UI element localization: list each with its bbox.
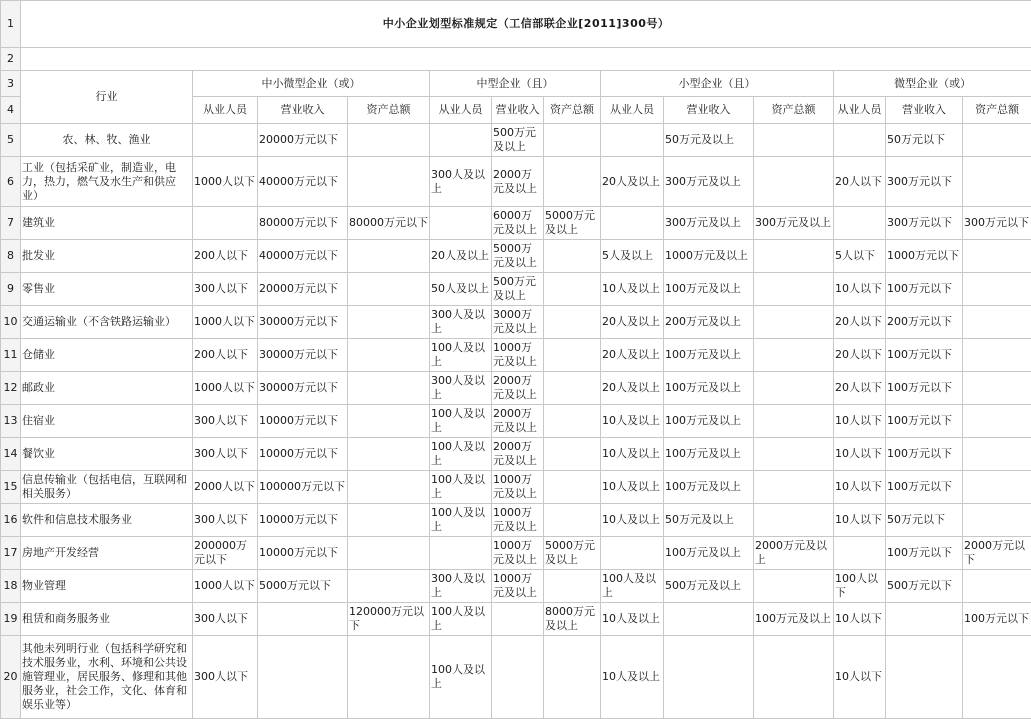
value-cell[interactable]: 5000万元及以上 bbox=[492, 240, 544, 273]
value-cell[interactable]: 8000万元及以上 bbox=[544, 603, 601, 636]
industry-cell[interactable]: 软件和信息技术服务业 bbox=[21, 504, 193, 537]
sub-header[interactable]: 资产总额 bbox=[754, 97, 834, 124]
value-cell[interactable] bbox=[544, 636, 601, 719]
value-cell[interactable]: 500万元及以上 bbox=[492, 124, 544, 157]
value-cell[interactable]: 20人以下 bbox=[834, 306, 886, 339]
table-row bbox=[1, 405, 1031, 438]
row-header-5[interactable]: 5 bbox=[1, 124, 21, 157]
industry-cell[interactable]: 房地产开发经营 bbox=[21, 537, 193, 570]
row-header-3[interactable]: 3 bbox=[1, 71, 21, 97]
value-cell[interactable] bbox=[544, 504, 601, 537]
value-cell[interactable] bbox=[963, 273, 1031, 306]
value-cell[interactable] bbox=[664, 603, 754, 636]
value-cell[interactable] bbox=[544, 438, 601, 471]
value-cell[interactable]: 300人及以上 bbox=[430, 570, 492, 603]
value-cell[interactable] bbox=[544, 306, 601, 339]
row-header-12[interactable]: 12 bbox=[1, 372, 21, 405]
sub-header[interactable]: 资产总额 bbox=[544, 97, 601, 124]
value-cell[interactable] bbox=[963, 504, 1031, 537]
value-cell[interactable]: 200人以下 bbox=[193, 339, 258, 372]
value-cell[interactable]: 10人及以上 bbox=[601, 471, 664, 504]
value-cell[interactable] bbox=[492, 603, 544, 636]
value-cell[interactable]: 5000万元及以上 bbox=[544, 537, 601, 570]
value-cell[interactable]: 100万元及以上 bbox=[664, 537, 754, 570]
row-header-20[interactable]: 20 bbox=[1, 636, 21, 719]
value-cell[interactable] bbox=[258, 636, 348, 719]
row-header-11[interactable]: 11 bbox=[1, 339, 21, 372]
value-cell[interactable]: 20人及以上 bbox=[430, 240, 492, 273]
empty-row[interactable] bbox=[21, 48, 1031, 71]
value-cell[interactable]: 10人及以上 bbox=[601, 438, 664, 471]
value-cell[interactable]: 300人及以上 bbox=[430, 372, 492, 405]
value-cell[interactable]: 300人以下 bbox=[193, 636, 258, 719]
value-cell[interactable]: 2000万元以下 bbox=[963, 537, 1031, 570]
industry-cell[interactable]: 信息传输业（包括电信，互联网和相关服务） bbox=[21, 471, 193, 504]
sub-header[interactable]: 营业收入 bbox=[664, 97, 754, 124]
value-cell[interactable] bbox=[348, 157, 430, 207]
value-cell[interactable]: 3000万元及以上 bbox=[492, 306, 544, 339]
value-cell[interactable]: 6000万元及以上 bbox=[492, 207, 544, 240]
value-cell[interactable]: 5人及以上 bbox=[601, 240, 664, 273]
value-cell[interactable] bbox=[754, 124, 834, 157]
value-cell[interactable] bbox=[601, 124, 664, 157]
table-row bbox=[1, 471, 1031, 504]
sub-header[interactable]: 从业人员 bbox=[601, 97, 664, 124]
row-header-2[interactable]: 2 bbox=[1, 48, 21, 71]
value-cell[interactable]: 100人及以上 bbox=[430, 636, 492, 719]
value-cell[interactable]: 1000人以下 bbox=[193, 157, 258, 207]
value-cell[interactable]: 100万元以下 bbox=[963, 603, 1031, 636]
table-row bbox=[1, 636, 1031, 719]
value-cell[interactable] bbox=[544, 405, 601, 438]
row-header-15[interactable]: 15 bbox=[1, 471, 21, 504]
sub-header[interactable]: 资产总额 bbox=[963, 97, 1031, 124]
value-cell[interactable]: 1000人以下 bbox=[193, 306, 258, 339]
value-cell[interactable]: 20人以下 bbox=[834, 372, 886, 405]
value-cell[interactable]: 300万元及以上 bbox=[664, 157, 754, 207]
value-cell[interactable]: 10人以下 bbox=[834, 471, 886, 504]
value-cell[interactable]: 10人以下 bbox=[834, 405, 886, 438]
row-header-4[interactable]: 4 bbox=[1, 97, 21, 124]
value-cell[interactable]: 100万元及以上 bbox=[664, 438, 754, 471]
value-cell[interactable]: 120000万元以下 bbox=[348, 603, 430, 636]
value-cell[interactable]: 40000万元以下 bbox=[258, 240, 348, 273]
value-cell[interactable]: 20人及以上 bbox=[601, 372, 664, 405]
table-row bbox=[1, 273, 1031, 306]
group-header-micro[interactable]: 微型企业（或） bbox=[834, 71, 1031, 97]
value-cell[interactable] bbox=[963, 636, 1031, 719]
value-cell[interactable] bbox=[963, 339, 1031, 372]
value-cell[interactable] bbox=[963, 157, 1031, 207]
group-header-medium[interactable]: 中型企业（且） bbox=[430, 71, 601, 97]
page-title[interactable]: 中小企业划型标准规定（工信部联企业[2011]300号） bbox=[21, 1, 1031, 48]
value-cell[interactable]: 100人以下 bbox=[834, 570, 886, 603]
value-cell[interactable]: 1000万元及以上 bbox=[492, 537, 544, 570]
sub-header[interactable]: 营业收入 bbox=[492, 97, 544, 124]
value-cell[interactable] bbox=[754, 273, 834, 306]
sub-header[interactable]: 从业人员 bbox=[834, 97, 886, 124]
value-cell[interactable]: 30000万元以下 bbox=[258, 339, 348, 372]
value-cell[interactable]: 100万元及以上 bbox=[664, 471, 754, 504]
value-cell[interactable]: 1000万元及以上 bbox=[492, 504, 544, 537]
row-header-8[interactable]: 8 bbox=[1, 240, 21, 273]
row-header-1[interactable]: 1 bbox=[1, 1, 21, 48]
value-cell[interactable]: 100人及以上 bbox=[430, 471, 492, 504]
value-cell[interactable]: 10人以下 bbox=[834, 438, 886, 471]
row-header-9[interactable]: 9 bbox=[1, 273, 21, 306]
value-cell[interactable]: 10人及以上 bbox=[601, 405, 664, 438]
industry-cell[interactable]: 零售业 bbox=[21, 273, 193, 306]
value-cell[interactable] bbox=[348, 240, 430, 273]
value-cell[interactable]: 20000万元以下 bbox=[258, 124, 348, 157]
table-row bbox=[1, 124, 1031, 157]
value-cell[interactable]: 5000万元以下 bbox=[258, 570, 348, 603]
value-cell[interactable] bbox=[963, 240, 1031, 273]
value-cell[interactable] bbox=[601, 537, 664, 570]
value-cell[interactable] bbox=[754, 504, 834, 537]
value-cell[interactable] bbox=[963, 570, 1031, 603]
value-cell[interactable] bbox=[193, 124, 258, 157]
value-cell[interactable] bbox=[348, 273, 430, 306]
value-cell[interactable]: 100人及以上 bbox=[430, 438, 492, 471]
value-cell[interactable]: 10人以下 bbox=[834, 273, 886, 306]
value-cell[interactable] bbox=[492, 636, 544, 719]
value-cell[interactable]: 5人以下 bbox=[834, 240, 886, 273]
value-cell[interactable] bbox=[963, 405, 1031, 438]
sub-header[interactable]: 从业人员 bbox=[193, 97, 258, 124]
row-header-10[interactable]: 10 bbox=[1, 306, 21, 339]
value-cell[interactable] bbox=[754, 306, 834, 339]
table-row bbox=[1, 537, 1031, 570]
value-cell[interactable]: 20人及以上 bbox=[601, 306, 664, 339]
value-cell[interactable]: 200万元以下 bbox=[886, 306, 963, 339]
value-cell[interactable]: 50万元以下 bbox=[886, 504, 963, 537]
value-cell[interactable]: 10人以下 bbox=[834, 636, 886, 719]
table-row bbox=[1, 339, 1031, 372]
value-cell[interactable]: 80000万元以下 bbox=[258, 207, 348, 240]
value-cell[interactable] bbox=[348, 124, 430, 157]
value-cell[interactable]: 1000万元及以上 bbox=[664, 240, 754, 273]
value-cell[interactable]: 300人以下 bbox=[193, 504, 258, 537]
sub-header[interactable]: 营业收入 bbox=[886, 97, 963, 124]
value-cell[interactable] bbox=[193, 207, 258, 240]
value-cell[interactable] bbox=[348, 339, 430, 372]
row-header-17[interactable]: 17 bbox=[1, 537, 21, 570]
value-cell[interactable] bbox=[430, 124, 492, 157]
value-cell[interactable] bbox=[754, 240, 834, 273]
value-cell[interactable]: 1000万元以下 bbox=[886, 240, 963, 273]
value-cell[interactable] bbox=[754, 339, 834, 372]
value-cell[interactable]: 10人及以上 bbox=[601, 636, 664, 719]
value-cell[interactable]: 50人及以上 bbox=[430, 273, 492, 306]
value-cell[interactable]: 2000万元及以上 bbox=[492, 157, 544, 207]
value-cell[interactable] bbox=[348, 438, 430, 471]
row-header-19[interactable]: 19 bbox=[1, 603, 21, 636]
value-cell[interactable]: 500万元及以上 bbox=[492, 273, 544, 306]
value-cell[interactable]: 20人以下 bbox=[834, 157, 886, 207]
value-cell[interactable]: 2000万元及以上 bbox=[754, 537, 834, 570]
value-cell[interactable] bbox=[963, 438, 1031, 471]
value-cell[interactable]: 100万元以下 bbox=[886, 339, 963, 372]
industry-cell[interactable]: 农、林、牧、渔业 bbox=[21, 124, 193, 157]
value-cell[interactable]: 30000万元以下 bbox=[258, 372, 348, 405]
value-cell[interactable] bbox=[544, 471, 601, 504]
value-cell[interactable]: 100万元以下 bbox=[886, 438, 963, 471]
value-cell[interactable]: 500万元及以上 bbox=[664, 570, 754, 603]
value-cell[interactable]: 2000万元及以上 bbox=[492, 372, 544, 405]
value-cell[interactable]: 50万元及以上 bbox=[664, 504, 754, 537]
row-header-14[interactable]: 14 bbox=[1, 438, 21, 471]
value-cell[interactable] bbox=[430, 537, 492, 570]
value-cell[interactable] bbox=[754, 405, 834, 438]
value-cell[interactable]: 100人及以上 bbox=[430, 504, 492, 537]
value-cell[interactable]: 100万元以下 bbox=[886, 372, 963, 405]
value-cell[interactable]: 200000万元以下 bbox=[193, 537, 258, 570]
value-cell[interactable] bbox=[886, 603, 963, 636]
value-cell[interactable]: 10人及以上 bbox=[601, 603, 664, 636]
value-cell[interactable] bbox=[544, 570, 601, 603]
value-cell[interactable]: 10000万元以下 bbox=[258, 504, 348, 537]
value-cell[interactable]: 300人以下 bbox=[193, 438, 258, 471]
value-cell[interactable] bbox=[754, 636, 834, 719]
value-cell[interactable] bbox=[754, 471, 834, 504]
value-cell[interactable]: 500万元以下 bbox=[886, 570, 963, 603]
value-cell[interactable]: 2000万元及以上 bbox=[492, 405, 544, 438]
value-cell[interactable] bbox=[963, 306, 1031, 339]
industry-cell[interactable]: 批发业 bbox=[21, 240, 193, 273]
value-cell[interactable]: 300万元及以上 bbox=[664, 207, 754, 240]
value-cell[interactable]: 10000万元以下 bbox=[258, 438, 348, 471]
value-cell[interactable] bbox=[348, 537, 430, 570]
value-cell[interactable]: 10人及以上 bbox=[601, 273, 664, 306]
value-cell[interactable]: 300万元以下 bbox=[963, 207, 1031, 240]
value-cell[interactable]: 100万元以下 bbox=[886, 273, 963, 306]
value-cell[interactable]: 100万元以下 bbox=[886, 405, 963, 438]
industry-cell[interactable]: 餐饮业 bbox=[21, 438, 193, 471]
value-cell[interactable] bbox=[430, 207, 492, 240]
value-cell[interactable] bbox=[544, 157, 601, 207]
value-cell[interactable] bbox=[348, 636, 430, 719]
value-cell[interactable] bbox=[544, 240, 601, 273]
industry-cell[interactable]: 建筑业 bbox=[21, 207, 193, 240]
value-cell[interactable]: 1000万元及以上 bbox=[492, 471, 544, 504]
value-cell[interactable] bbox=[963, 124, 1031, 157]
sub-header[interactable]: 从业人员 bbox=[430, 97, 492, 124]
value-cell[interactable] bbox=[834, 124, 886, 157]
table-row bbox=[1, 157, 1031, 207]
industry-cell[interactable]: 交通运输业（不含铁路运输业） bbox=[21, 306, 193, 339]
value-cell[interactable] bbox=[544, 273, 601, 306]
row-header-6[interactable]: 6 bbox=[1, 157, 21, 207]
value-cell[interactable]: 30000万元以下 bbox=[258, 306, 348, 339]
table-row bbox=[1, 240, 1031, 273]
row-header-7[interactable]: 7 bbox=[1, 207, 21, 240]
value-cell[interactable]: 100人及以上 bbox=[430, 603, 492, 636]
value-cell[interactable] bbox=[348, 570, 430, 603]
value-cell[interactable] bbox=[963, 471, 1031, 504]
value-cell[interactable]: 40000万元以下 bbox=[258, 157, 348, 207]
value-cell[interactable]: 1000万元及以上 bbox=[492, 339, 544, 372]
sub-header[interactable]: 资产总额 bbox=[348, 97, 430, 124]
value-cell[interactable] bbox=[348, 504, 430, 537]
value-cell[interactable]: 100人及以上 bbox=[430, 339, 492, 372]
group-header-small[interactable]: 小型企业（且） bbox=[601, 71, 834, 97]
sub-header[interactable]: 营业收入 bbox=[258, 97, 348, 124]
value-cell[interactable]: 300人及以上 bbox=[430, 157, 492, 207]
value-cell[interactable]: 20人及以上 bbox=[601, 339, 664, 372]
value-cell[interactable]: 300人及以上 bbox=[430, 306, 492, 339]
value-cell[interactable]: 100万元及以上 bbox=[664, 372, 754, 405]
value-cell[interactable]: 100万元及以上 bbox=[664, 273, 754, 306]
industry-cell[interactable]: 仓储业 bbox=[21, 339, 193, 372]
value-cell[interactable] bbox=[664, 636, 754, 719]
value-cell[interactable]: 10000万元以下 bbox=[258, 405, 348, 438]
value-cell[interactable] bbox=[544, 339, 601, 372]
value-cell[interactable]: 300人以下 bbox=[193, 603, 258, 636]
value-cell[interactable] bbox=[886, 636, 963, 719]
value-cell[interactable]: 10人以下 bbox=[834, 504, 886, 537]
row-header-18[interactable]: 18 bbox=[1, 570, 21, 603]
value-cell[interactable]: 20人及以上 bbox=[601, 157, 664, 207]
industry-cell[interactable]: 其他未列明行业（包括科学研究和技术服务业，水利、环境和公共设施管理业，居民服务、修理和其他服务业，社会工作，文化、体育和娱乐业等） bbox=[21, 636, 193, 719]
value-cell[interactable]: 20000万元以下 bbox=[258, 273, 348, 306]
value-cell[interactable]: 10人以下 bbox=[834, 603, 886, 636]
value-cell[interactable]: 100人及以上 bbox=[601, 570, 664, 603]
value-cell[interactable] bbox=[258, 603, 348, 636]
industry-cell[interactable]: 邮政业 bbox=[21, 372, 193, 405]
value-cell[interactable]: 200万元及以上 bbox=[664, 306, 754, 339]
table-row bbox=[1, 504, 1031, 537]
table-row bbox=[1, 306, 1031, 339]
table-row bbox=[1, 372, 1031, 405]
value-cell[interactable]: 5000万元及以上 bbox=[544, 207, 601, 240]
value-cell[interactable]: 300人以下 bbox=[193, 273, 258, 306]
value-cell[interactable] bbox=[754, 157, 834, 207]
value-cell[interactable]: 300人以下 bbox=[193, 405, 258, 438]
value-cell[interactable]: 2000万元及以上 bbox=[492, 438, 544, 471]
value-cell[interactable]: 100万元及以上 bbox=[754, 603, 834, 636]
value-cell[interactable] bbox=[834, 207, 886, 240]
value-cell[interactable] bbox=[348, 372, 430, 405]
value-cell[interactable] bbox=[544, 372, 601, 405]
value-cell[interactable] bbox=[601, 207, 664, 240]
value-cell[interactable] bbox=[834, 537, 886, 570]
value-cell[interactable]: 300万元以下 bbox=[886, 157, 963, 207]
row-header-13[interactable]: 13 bbox=[1, 405, 21, 438]
value-cell[interactable]: 1000万元及以上 bbox=[492, 570, 544, 603]
value-cell[interactable] bbox=[754, 438, 834, 471]
value-cell[interactable]: 2000人以下 bbox=[193, 471, 258, 504]
value-cell[interactable]: 10人及以上 bbox=[601, 504, 664, 537]
value-cell[interactable] bbox=[348, 306, 430, 339]
table-row bbox=[1, 207, 1031, 240]
value-cell[interactable] bbox=[348, 471, 430, 504]
value-cell[interactable]: 1000人以下 bbox=[193, 372, 258, 405]
value-cell[interactable]: 100万元以下 bbox=[886, 537, 963, 570]
value-cell[interactable]: 300万元以下 bbox=[886, 207, 963, 240]
value-cell[interactable] bbox=[754, 372, 834, 405]
value-cell[interactable]: 100000万元以下 bbox=[258, 471, 348, 504]
value-cell[interactable]: 300万元及以上 bbox=[754, 207, 834, 240]
value-cell[interactable]: 100万元及以上 bbox=[664, 339, 754, 372]
value-cell[interactable]: 100万元以下 bbox=[886, 471, 963, 504]
industry-cell[interactable]: 租赁和商务服务业 bbox=[21, 603, 193, 636]
value-cell[interactable]: 100人及以上 bbox=[430, 405, 492, 438]
value-cell[interactable]: 80000万元以下 bbox=[348, 207, 430, 240]
value-cell[interactable]: 50万元以下 bbox=[886, 124, 963, 157]
group-header-all[interactable]: 中小微型企业（或） bbox=[193, 71, 430, 97]
industry-cell[interactable]: 住宿业 bbox=[21, 405, 193, 438]
value-cell[interactable]: 1000人以下 bbox=[193, 570, 258, 603]
table-body bbox=[1, 124, 1031, 719]
value-cell[interactable] bbox=[963, 372, 1031, 405]
value-cell[interactable] bbox=[348, 405, 430, 438]
industry-cell[interactable]: 物业管理 bbox=[21, 570, 193, 603]
table-row bbox=[1, 438, 1031, 471]
value-cell[interactable]: 200人以下 bbox=[193, 240, 258, 273]
value-cell[interactable] bbox=[544, 124, 601, 157]
row-header-16[interactable]: 16 bbox=[1, 504, 21, 537]
value-cell[interactable]: 10000万元以下 bbox=[258, 537, 348, 570]
table-row bbox=[1, 603, 1031, 636]
value-cell[interactable]: 20人以下 bbox=[834, 339, 886, 372]
value-cell[interactable]: 100万元及以上 bbox=[664, 405, 754, 438]
industry-cell[interactable]: 工业（包括采矿业，制造业，电力，热力，燃气及水生产和供应业） bbox=[21, 157, 193, 207]
value-cell[interactable]: 50万元及以上 bbox=[664, 124, 754, 157]
industry-header[interactable]: 行业 bbox=[21, 71, 193, 124]
value-cell[interactable] bbox=[754, 570, 834, 603]
table-row bbox=[1, 570, 1031, 603]
